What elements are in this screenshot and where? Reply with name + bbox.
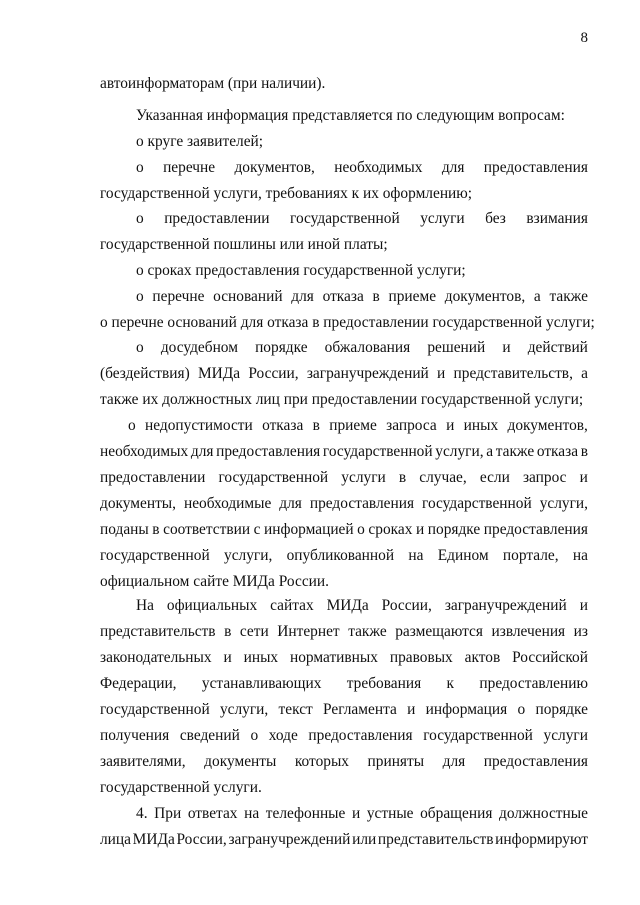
word: для [441,159,465,176]
word: действий [527,339,588,356]
word: на [572,547,588,564]
word: загранучреждений [444,597,567,614]
word: перечне [163,159,216,176]
word: порядке [255,339,308,356]
word: портале, [502,547,559,564]
word: предоставлении [164,210,270,227]
word: информация [425,701,508,718]
word: и [407,701,416,718]
word: о [250,727,259,744]
word: услуги, [219,701,269,718]
word: приеме [329,417,377,434]
word: решений [427,339,486,356]
word: предоставления [309,495,415,512]
word: и [415,521,425,538]
text-line [100,619,588,645]
word: МИДа [326,597,369,614]
word: для [291,288,314,305]
word: нормативных [289,649,378,666]
text-line [100,206,588,232]
word: услуги [420,210,465,227]
word: государственной [218,469,329,486]
paragraph [100,103,588,129]
word: и [579,597,588,614]
text-line [100,335,588,361]
text-line [100,543,588,569]
word: представительств [100,623,216,640]
text-line: о перечне оснований для отказа в предоставлении государственной услуги; [100,314,595,331]
word: сети [239,623,269,640]
word: также [348,623,387,640]
word: иных [463,417,499,434]
word: загранучреждений [228,831,351,848]
word: порядке [535,701,588,718]
text-line: о сроках предоставления государственной услуги; [136,262,466,279]
text-line [100,593,588,619]
word: и [502,339,511,356]
word: документов, [507,417,588,434]
word: предоставления [216,443,321,460]
text-line [100,801,588,827]
word: официальных [166,597,258,614]
word: необходимые [183,495,272,512]
text-line [100,517,588,543]
word: актов [464,649,501,666]
word: из [573,623,588,640]
word: При [154,805,182,822]
text-line: государственной услуги, требованиях к их оформлению; [100,185,473,202]
word: требования [346,675,422,692]
word: предоставления [308,727,413,744]
word: предоставления [483,159,588,176]
paragraph [100,335,588,413]
text-line: государственной услуги. [100,779,262,796]
word: на [244,805,260,822]
word: устанавливающих [201,675,322,692]
word: о [517,701,526,718]
word: информацией [264,521,354,538]
word: государственной [100,701,210,718]
word: запроса [386,417,437,434]
text-line [100,671,588,697]
word: на [408,547,424,564]
paragraph [100,71,588,97]
word: ответах [187,805,238,822]
word: о [128,417,136,434]
paragraph [100,284,595,336]
word: в [398,469,407,486]
word: документов, [444,288,526,305]
text-line [100,827,588,853]
word: отказа [262,417,304,434]
paragraph [100,155,588,207]
word: Федерации, [100,675,177,692]
word: к [446,675,455,692]
paragraph [100,413,588,595]
word: государственной [100,547,210,564]
paragraph [100,206,588,258]
word: досудебном [160,339,238,356]
word: перечне [152,288,205,305]
word: услуги, [539,495,588,512]
word: услуги, [435,443,484,460]
word: Регламента [323,701,397,718]
paragraph [100,801,588,853]
word: документы [204,753,277,770]
word: законодательных [100,649,212,666]
word: о [136,159,144,176]
word: недопустимости [145,417,253,434]
word: России, [248,365,299,382]
word: лица [100,831,131,848]
text-line: также их должностных лиц при предоставлении государственной услуги; [100,391,584,408]
word: Российской [512,649,588,666]
text-line: автоинформаторам (при наличии). [100,75,326,92]
word: извлечения [491,623,566,640]
word: На [136,597,154,614]
text-line [100,645,588,671]
word: предоставления [483,521,588,538]
word: представительств, [453,365,573,382]
word: или [352,831,377,848]
text-line [100,413,588,439]
text-line [100,439,588,465]
word: предоставления [483,753,588,770]
word: правовых [389,649,453,666]
word: предоставлении [100,469,206,486]
word: сведений [179,727,240,744]
word: (бездействия) [100,365,190,382]
word: документов, [234,159,315,176]
word: государственной [322,443,433,460]
word: для [442,753,466,770]
word: о [136,288,144,305]
word: 4. [136,805,148,822]
text-line: о круге заявителей; [136,133,264,150]
word: иных [243,649,279,666]
word: отказа [536,443,579,460]
word: в [580,443,588,460]
word: взимания [526,210,588,227]
word: государственной [423,727,533,744]
word: сроках [368,521,413,538]
paragraph [100,129,588,155]
word: и [351,805,361,822]
word: отказа [322,288,364,305]
word: и [579,469,588,486]
word: предоставлению [479,675,588,692]
word: о [136,210,144,227]
word: которых [294,753,349,770]
word: устные [366,805,414,822]
word: размещаются [395,623,483,640]
word: случае, [419,469,467,486]
word: Интернет [277,623,340,640]
word: приеме [388,288,437,305]
word: соответствии [163,521,251,538]
text-line: Указанная информация представляется по следующим вопросам: [136,107,565,124]
word: обжалования [324,339,411,356]
word: если [479,469,510,486]
word: приняты [367,753,425,770]
word: ходе [268,727,298,744]
word: документы, [100,495,176,512]
word: телефонные [265,805,346,822]
word: необходимых [100,443,189,460]
word: о [357,521,365,538]
word: Едином [437,547,489,564]
word: в [152,521,160,538]
text-line [100,361,588,387]
word: МИДа [197,365,241,382]
text-line [100,697,588,723]
word: и [446,417,455,434]
word: представительств [377,831,494,848]
word: порядке [427,521,481,538]
word: и [437,365,446,382]
word: оснований [213,288,283,305]
word: необходимых [334,159,423,176]
word: заявителями, [100,753,186,770]
text-line [100,723,588,749]
word: сайтах [270,597,314,614]
word: также [495,443,535,460]
word: опубликованной [286,547,395,564]
text-line [100,465,588,491]
word: России, [176,831,227,848]
word: государственной [290,210,400,227]
word: России, [381,597,432,614]
text-line [100,749,588,775]
word: загранучреждений [306,365,429,382]
word: государственной [422,495,532,512]
word: и [223,649,232,666]
word: о [136,339,144,356]
word: информируют [495,831,588,848]
word: для [279,495,302,512]
word: в [372,288,380,305]
word: а [486,443,494,460]
word: а [581,365,588,382]
word: услуги, [224,547,273,564]
word: также [549,288,588,305]
word: обращения [420,805,493,822]
word: текст [278,701,313,718]
word: в [224,623,232,640]
paragraph [100,593,588,801]
text-line [100,284,588,310]
word: должностные [499,805,588,822]
word: поданы [100,521,149,538]
word: запрос [522,469,567,486]
paragraph [100,258,588,284]
word: для [190,443,214,460]
word: услуги [543,727,588,744]
word: МИДа [132,831,175,848]
text-line [100,155,588,181]
text-line: официальном сайте МИДа России. [100,573,329,590]
word: без [485,210,506,227]
word: в [312,417,320,434]
word: получения [100,727,170,744]
word: с [253,521,261,538]
page-number: 8 [580,30,588,46]
word: услуги [341,469,386,486]
text-line: государственной пошлины или иной платы; [100,236,388,253]
word: а [533,288,541,305]
text-line [100,491,588,517]
